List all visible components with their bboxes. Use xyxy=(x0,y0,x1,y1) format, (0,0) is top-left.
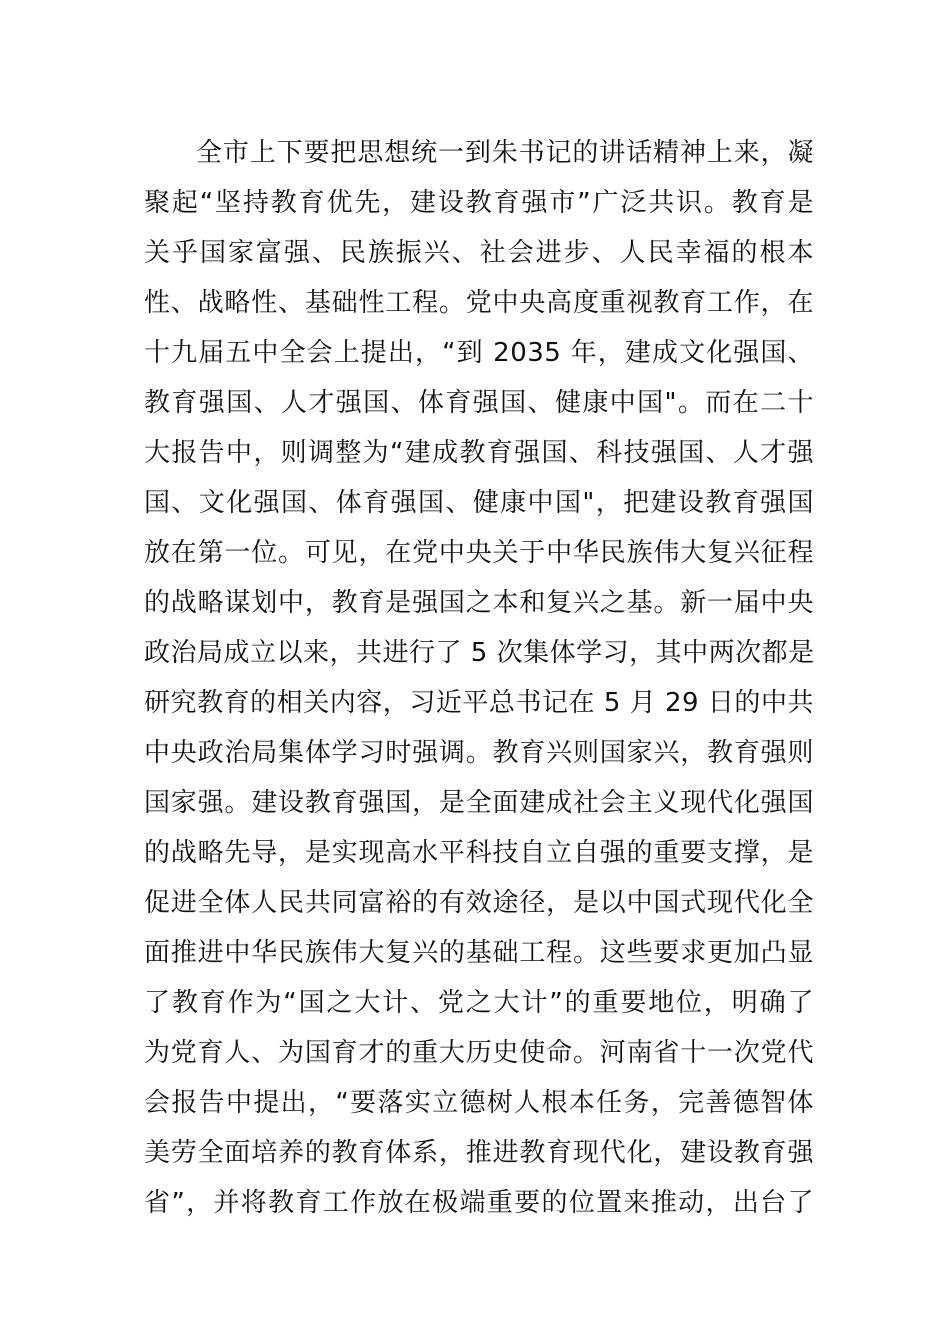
paragraph-line: 的战略谋划中，教育是强国之本和复兴之基。新一届中央 xyxy=(144,588,814,618)
paragraph-line: 为党育人、为国育才的重大历史使命。河南省十一次党代 xyxy=(144,1038,814,1068)
paragraph-line: 大报告中，则调整为“建成教育强国、科技强国、人才强 xyxy=(144,438,814,468)
paragraph-line: 政治局成立以来，共进行了 5 次集体学习，其中两次都是 xyxy=(144,638,815,668)
paragraph-line: 十九届五中全会上提出，“到 2035 年，建成文化强国、 xyxy=(144,338,814,368)
paragraph-line: 研究教育的相关内容，习近平总书记在 5 月 29 日的中共 xyxy=(144,688,814,718)
paragraph-line: 会报告中提出，“要落实立德树人根本任务，完善德智体 xyxy=(144,1088,814,1118)
paragraph-line: 教育强国、人才强国、体育强国、健康中国"。而在二十 xyxy=(144,388,814,418)
paragraph-line: 的战略先导，是实现高水平科技自立自强的重要支撑，是 xyxy=(144,838,814,868)
paragraph-line: 国、文化强国、体育强国、健康中国"，把建设教育强国 xyxy=(144,488,814,518)
paragraph-line: 关乎国家富强、民族振兴、社会进步、人民幸福的根本 xyxy=(144,238,814,268)
paragraph-line: 美劳全面培养的教育体系，推进教育现代化，建设教育强 xyxy=(144,1138,814,1168)
paragraph-line: 了教育作为“国之大计、党之大计”的重要地位，明确了 xyxy=(144,988,814,1018)
body-paragraph xyxy=(144,128,814,1228)
paragraph-line: 中央政治局集体学习时强调。教育兴则国家兴，教育强则 xyxy=(144,738,814,768)
paragraph-line: 省”，并将教育工作放在极端重要的位置来推动，出台了 xyxy=(144,1188,814,1218)
paragraph-line: 放在第一位。可见，在党中央关于中华民族伟大复兴征程 xyxy=(144,538,814,568)
paragraph-line: 全市上下要把思想统一到朱书记的讲话精神上来，凝 xyxy=(196,138,814,168)
paragraph-line: 促进全体人民共同富裕的有效途径，是以中国式现代化全 xyxy=(144,888,814,918)
paragraph-line: 性、战略性、基础性工程。党中央高度重视教育工作，在 xyxy=(144,288,814,318)
paragraph-line: 国家强。建设教育强国，是全面建成社会主义现代化强国 xyxy=(144,788,814,818)
paragraph-line: 聚起“坚持教育优先，建设教育强市”广泛共识。教育是 xyxy=(144,188,814,218)
paragraph-line: 面推进中华民族伟大复兴的基础工程。这些要求更加凸显 xyxy=(144,938,814,968)
